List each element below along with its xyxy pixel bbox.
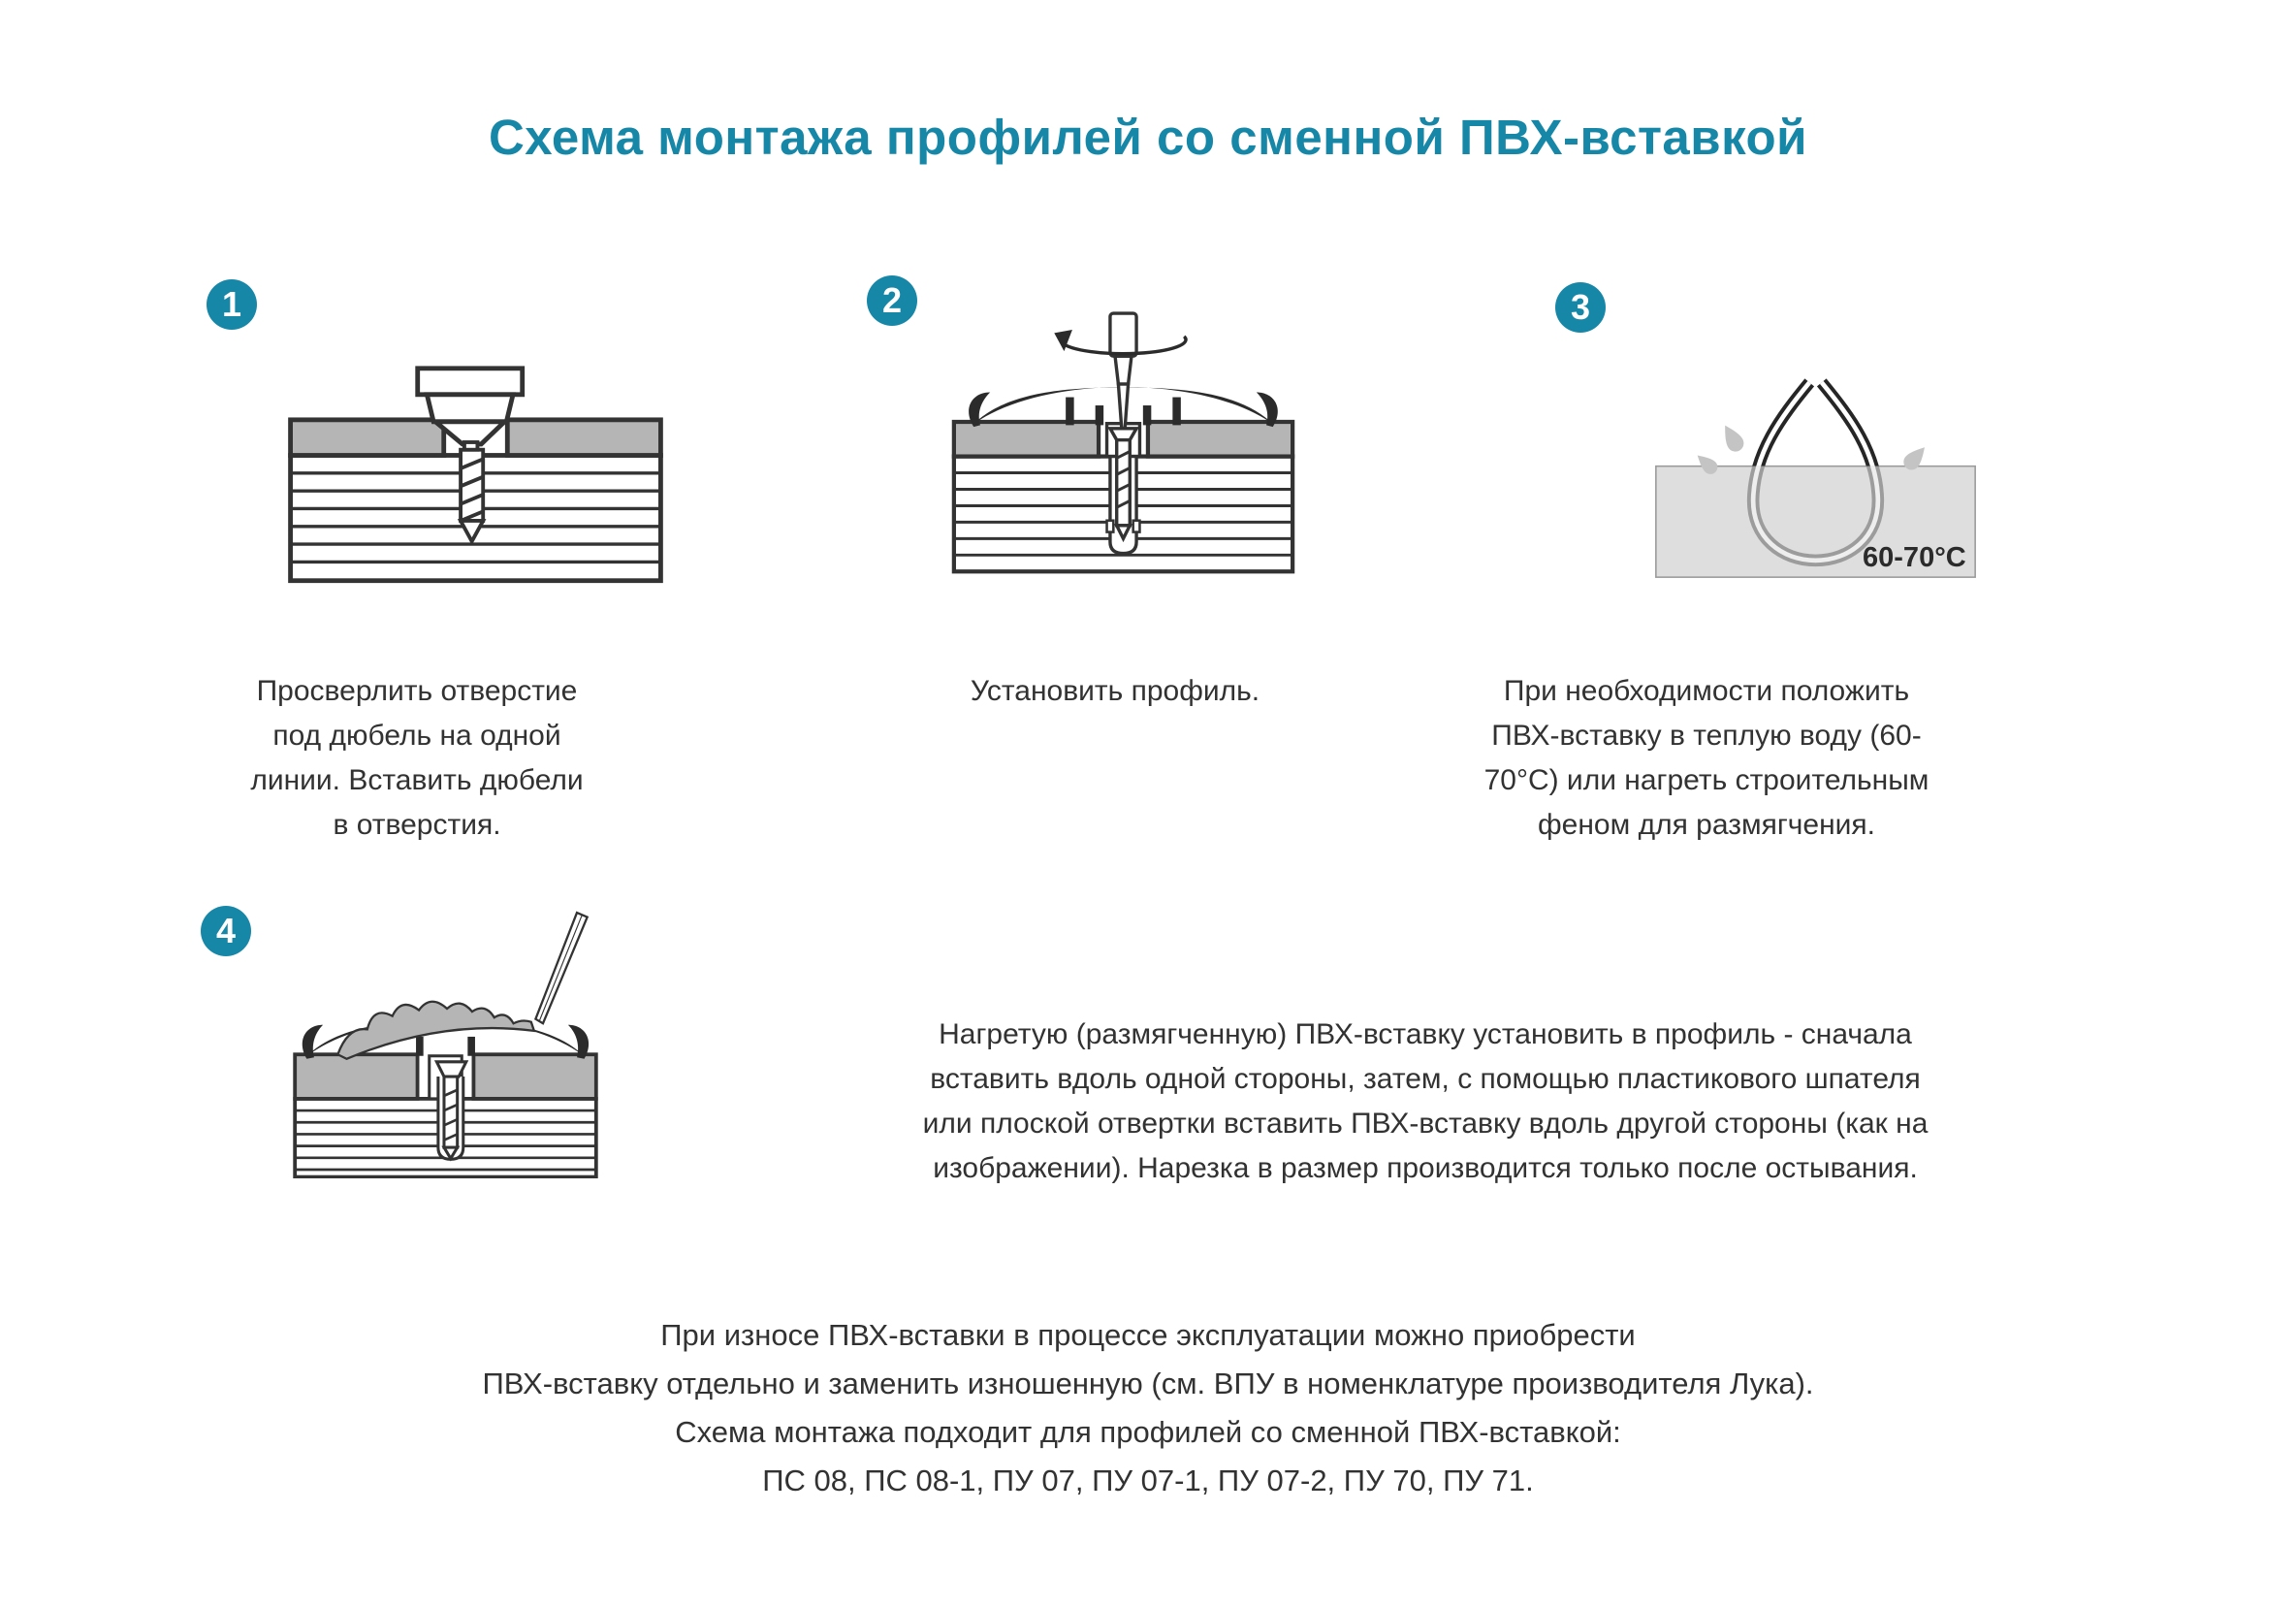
floor-panel-left: [954, 422, 1099, 457]
step-4-number: 4: [215, 911, 237, 950]
step-3-caption: При необходимости положить ПВХ-вставку в теплую воду (60- 70°C) или нагреть строительным феном для размягчения.: [1483, 675, 1929, 841]
drill-into-floor-illustration: [279, 364, 672, 588]
footer-note: При износе ПВХ-вставки в процессе эксплуатации можно приобрести ПВХ-вставку отдельно и заменить изношенную (см. ВПУ в номенклатуре производителя Лука). Схема монтажа подходит для профилей со сменной ПВХ-вставкой: ПС 08, ПС 08-1, ПУ 07, ПУ 07-1, ПУ 07-2, ПУ 70, ПУ 71.: [482, 1318, 1814, 1497]
step-3-number-badge: [1555, 282, 1606, 333]
step-2-number: 2: [881, 280, 903, 320]
step-1-number: 1: [221, 284, 242, 324]
screwdriver-blade-icon: [535, 913, 587, 1023]
floor-panel-left: [291, 420, 444, 456]
water-temperature-label: 60-70°C: [1863, 542, 1966, 574]
pvc-insert-warm-water-illustration: [1648, 373, 1983, 580]
screwdriver-icon: [1110, 313, 1136, 429]
page-title: Схема монтажа профилей со сменной ПВХ-вставкой: [488, 110, 1808, 165]
floor-panel-right: [507, 420, 660, 456]
step-3-number: 3: [1570, 287, 1591, 327]
step-2-caption: Установить профиль.: [970, 675, 1260, 707]
step-2-number-badge: [867, 275, 917, 326]
floor-panel-right: [1148, 422, 1292, 457]
step-4-number-badge: [201, 906, 251, 956]
press-insert-into-profile-illustration: [283, 910, 608, 1178]
step-4-caption: Нагретую (размягченную) ПВХ-вставку установить в профиль - сначала вставить вдоль одной стороны, затем, с помощью пластикового шпателя или плоской отвертки вставить ПВХ-вставку вдоль другой стороны (как на изображении). Нарезка в размер производится только после остывания.: [922, 1018, 1929, 1184]
pvc-insert-wavy: [337, 1002, 534, 1059]
floor-panel-left: [295, 1054, 417, 1099]
step-1-number-badge: [207, 279, 257, 330]
floor-panel-right: [473, 1054, 595, 1099]
step-1-caption: Просверлить отверстие под дюбель на одной линии. Вставить дюбели в отверстия.: [250, 675, 584, 841]
drill-bit-icon: [461, 450, 483, 541]
install-profile-illustration: [942, 308, 1304, 580]
